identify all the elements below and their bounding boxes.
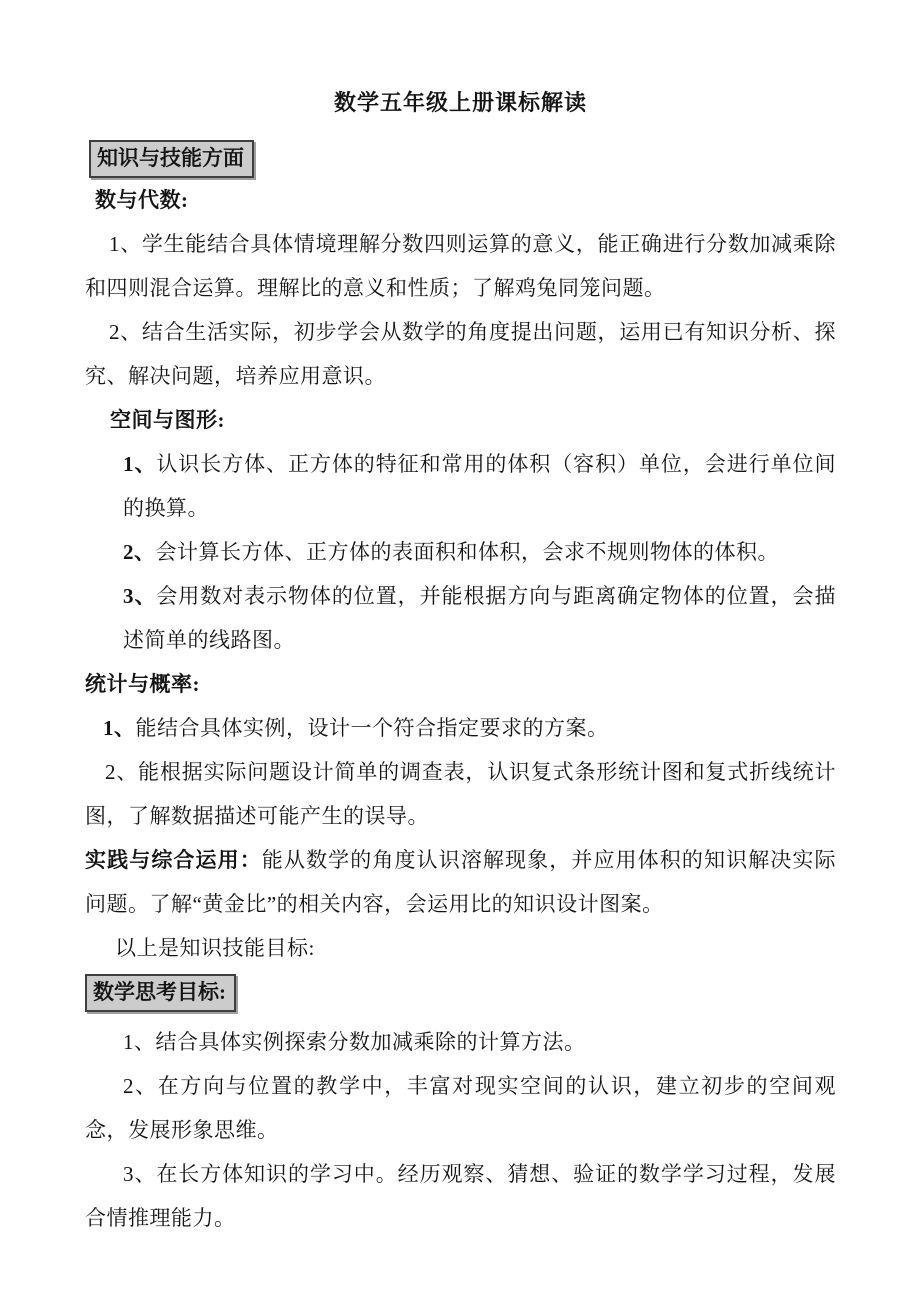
item-number: 1、 [123,452,157,476]
item-number: 1、 [103,716,136,740]
list-item [85,442,836,530]
practice-text: 能从数学的角度认识溶解现象，并应用体积的知识解决实际问题。了解“黄金比”的相关内容，会运用比的知识设计图案。 [85,848,837,916]
statistics-heading: 统计与概率: [85,672,200,696]
paragraph: 2、结合生活实际，初步学会从数学的角度提出问题，运用已有知识分析、探究、解决问题，培养应用意识。 [85,320,836,388]
item-text: 能结合具体实例，设计一个符合指定要求的方案。 [135,716,609,740]
list-item: 3、在长方体知识的学习中。经历观察、猜想、验证的数学学习过程，发展合情推理能力。 [85,1162,836,1230]
practice-paragraph [85,838,836,926]
space-geometry-heading: 空间与图形: [110,408,225,432]
list-item [85,530,836,574]
page-title: 数学五年级上册课标解读 [333,90,587,115]
list-item: 1、结合具体实例探索分数加减乘除的计算方法。 [123,1030,586,1054]
closing-line: 以上是知识技能目标: [115,936,315,960]
paragraph: 1、学生能结合具体情境理解分数四则运算的意义，能正确进行分数加减乘除和四则混合运算。理解比的意义和性质；了解鸡兔同笼问题。 [85,232,836,300]
list-item [85,706,836,750]
practice-lead-label: 实践与综合运用： [85,848,262,872]
list-item: 2、能根据实际问题设计简单的调查表，认识复式条形统计图和复式折线统计图，了解数据描述可能产生的误导。 [85,760,836,828]
math-thinking-box-heading: 数学思考目标: [85,974,236,1012]
knowledge-section-heading-row [89,140,836,178]
list-item: 2、在方向与位置的教学中，丰富对现实空间的认识，建立初步的空间观念，发展形象思维。 [85,1074,836,1142]
item-text: 认识长方体、正方体的特征和常用的体积（容积）单位，会进行单位间的换算。 [123,452,836,520]
item-number: 3、 [123,584,157,608]
list-item [85,574,836,662]
item-text: 会计算长方体、正方体的表面积和体积，会求不规则物体的体积。 [155,540,779,564]
number-algebra-heading: 数与代数: [95,188,189,212]
item-text: 会用数对表示物体的位置，并能根据方向与距离确定物体的位置，会描述简单的线路图。 [123,584,836,652]
item-number: 2、 [123,540,156,564]
thinking-section-heading-row [85,974,836,1012]
knowledge-skills-box-heading: 知识与技能方面 [89,140,254,178]
